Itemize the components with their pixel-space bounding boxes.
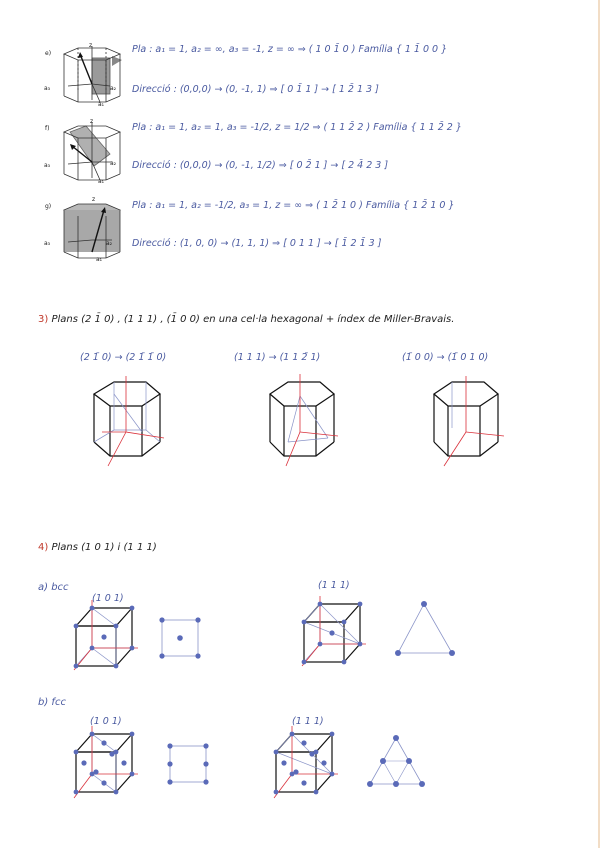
- axis-z-f: z: [90, 118, 94, 125]
- axis-a1-f: a₁: [98, 178, 105, 185]
- bcc-label: a) bcc: [38, 582, 69, 593]
- bcc-plane-101: [158, 616, 203, 661]
- axis-a2-e: a₂: [110, 85, 117, 92]
- fcc-plane-111: [362, 732, 432, 792]
- hex-prism-g: [50, 196, 130, 266]
- section-4-heading: [38, 542, 157, 553]
- axis-a3-e: a₃: [44, 85, 51, 92]
- row-f-plane-text: Pla : a₁ = 1, a₂ = 1, a₃ = -1/2, z = 1/2 ⇒ ( 1 1 2̄ 2 ) Família { 1 1 2̄ 2 }: [132, 122, 462, 133]
- axis-z-e: z: [89, 42, 93, 49]
- bcc-caption-111: (1 1 1): [318, 580, 350, 591]
- axis-z-g: z: [92, 196, 96, 203]
- fcc-caption-101: (1 0 1): [90, 716, 122, 727]
- fcc-cube-111: [270, 726, 342, 801]
- bcc-caption-101: (1 0 1): [92, 593, 124, 604]
- section-3-title: Plans (2 1̄ 0) , (1 1 1) , (1̄ 0 0) en una cel·la hexagonal + índex de Miller-Bravais.: [51, 314, 455, 325]
- section-3-number: 3): [38, 314, 49, 325]
- row-e-direction-text: Direcció : (0,0,0) → (0, -1, 1) ⇒ [ 0 1̄ 1 ] → [ 1 2̄ 1 3 ]: [132, 84, 379, 95]
- row-e-plane-text: Pla : a₁ = 1, a₂ = ∞, a₃ = -1, z = ∞ ⇒ ( 1 0 1̄ 0 ) Família { 1 1̄ 0 0 }: [132, 44, 448, 55]
- fcc-label: b) fcc: [38, 697, 66, 708]
- bcc-plane-111: [392, 600, 462, 660]
- hex-prism-e: [50, 40, 130, 110]
- hex-caption-1: (2 1̄ 0) → (2 1̄ 1̄ 0): [80, 352, 167, 363]
- hex-cell-100: [422, 372, 512, 472]
- section-4-title: Plans (1 0 1) i (1 1 1): [51, 542, 157, 553]
- fcc-cube-101: [70, 726, 142, 801]
- axis-a3-f: a₃: [44, 162, 51, 169]
- section-3-heading: [38, 314, 454, 325]
- row-g-direction-text: Direcció : (1, 0, 0) → (1, 1, 1) ⇒ [ 0 1 1 ] → [ 1̄ 2 1̄ 3 ]: [132, 238, 382, 249]
- hex-cell-210: [80, 372, 170, 472]
- bcc-cube-111: [298, 596, 368, 671]
- hex-caption-3: (1̄ 0 0) → (1̄ 0 1 0): [402, 352, 489, 363]
- row-g-plane-text: Pla : a₁ = 1, a₂ = -1/2, a₃ = 1, z = ∞ ⇒ ( 1 2̄ 1 0 ) Família { 1 2̄ 1 0 }: [132, 200, 455, 211]
- fcc-caption-111: (1 1 1): [292, 716, 324, 727]
- row-f-direction-text: Direcció : (0,0,0) → (0, -1, 1/2) ⇒ [ 0 2̄ 1 ] → [ 2 4̄ 2 3 ]: [132, 160, 389, 171]
- row-label-e: e): [45, 50, 52, 57]
- row-label-g: g): [45, 203, 52, 210]
- hex-caption-2: (1 1 1) → (1 1 2̄ 1): [234, 352, 321, 363]
- axis-a1-g: a₁: [96, 256, 103, 263]
- section-4-number: 4): [38, 542, 49, 553]
- axis-a1-e: a₁: [98, 101, 105, 108]
- row-label-f: f): [45, 125, 50, 132]
- axis-a2-f: a₂: [110, 160, 117, 167]
- hex-cell-111: [258, 372, 348, 472]
- bcc-cube-101: [70, 600, 140, 675]
- hex-prism-f: [50, 118, 130, 188]
- axis-a3-g: a₃: [44, 240, 51, 247]
- fcc-plane-101: [164, 740, 214, 790]
- axis-a2-g: a₂: [106, 240, 113, 247]
